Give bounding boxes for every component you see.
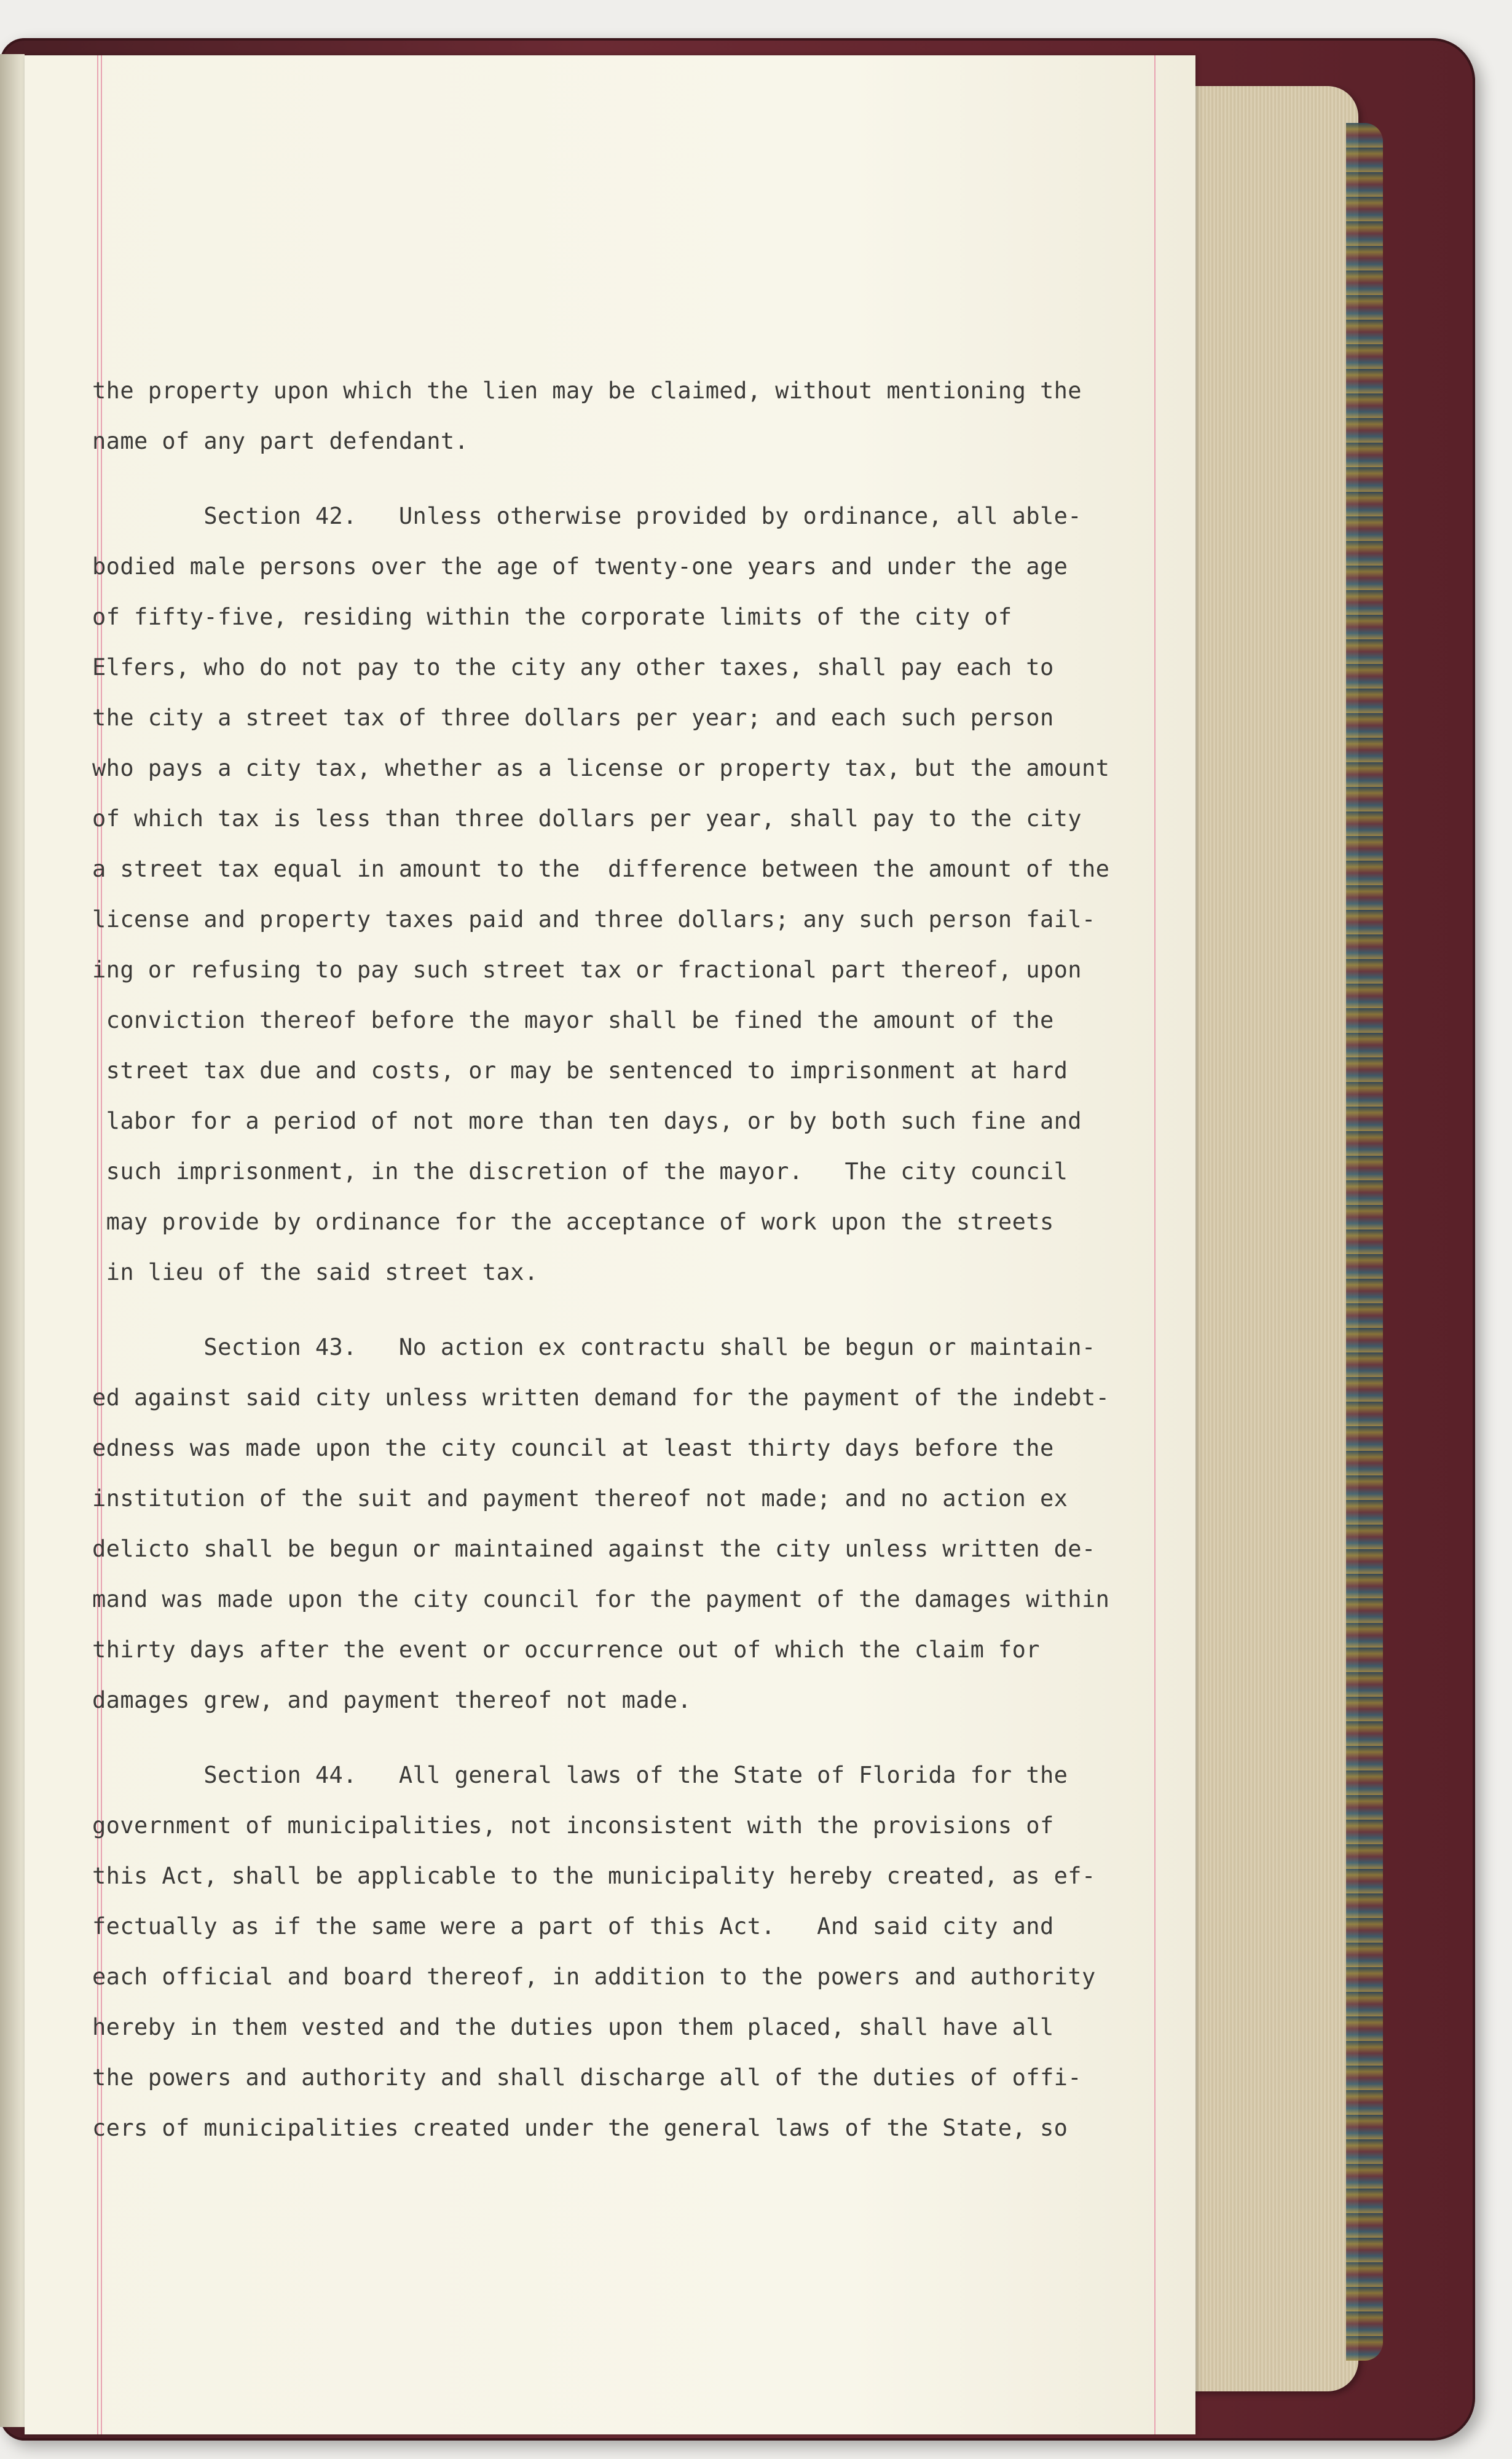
text-line: who pays a city tax, whether as a license or property tax, but the amount bbox=[92, 755, 1110, 781]
text-line: cers of municipalities created under the general laws of the State, so bbox=[92, 2115, 1068, 2141]
text-line: this Act, shall be applicable to the municipality hereby created, as ef- bbox=[92, 1863, 1096, 1889]
paragraph-lien bbox=[92, 366, 1149, 467]
typed-text bbox=[92, 366, 1149, 2153]
text-line: bodied male persons over the age of twenty-one years and under the age bbox=[92, 553, 1068, 580]
text-line: government of municipalities, not inconsistent with the provisions of bbox=[92, 1812, 1054, 1839]
text-line: the city a street tax of three dollars per year; and each such person bbox=[92, 705, 1054, 731]
text-line: Section 42. Unless otherwise provided by ordinance, all able- bbox=[92, 503, 1082, 529]
text-line: Section 44. All general laws of the State of Florida for the bbox=[92, 1762, 1068, 1788]
text-line: a street tax equal in amount to the difference between the amount of the bbox=[92, 856, 1110, 882]
paragraph-section-44 bbox=[92, 1750, 1149, 2153]
text-line: in lieu of the said street tax. bbox=[92, 1259, 538, 1285]
text-line: hereby in them vested and the duties upon them placed, shall have all bbox=[92, 2014, 1054, 2040]
paragraph-section-42 bbox=[92, 491, 1149, 1298]
text-line: of fifty-five, residing within the corporate limits of the city of bbox=[92, 604, 1012, 630]
text-line: Section 43. No action ex contractu shall be begun or maintain- bbox=[92, 1334, 1096, 1360]
text-line: the powers and authority and shall discharge all of the duties of offi- bbox=[92, 2064, 1082, 2091]
text-line: ing or refusing to pay such street tax or fractional part thereof, upon bbox=[92, 957, 1082, 983]
paragraph-section-43 bbox=[92, 1322, 1149, 1726]
text-line: labor for a period of not more than ten days, or by both such fine and bbox=[92, 1108, 1082, 1134]
text-line: each official and board thereof, in addition to the powers and authority bbox=[92, 1964, 1096, 1990]
text-line: of which tax is less than three dollars per year, shall pay to the city bbox=[92, 805, 1082, 832]
text-line: edness was made upon the city council at least thirty days before the bbox=[92, 1435, 1054, 1461]
marbled-edge bbox=[1346, 123, 1383, 2361]
text-line: thirty days after the event or occurrence out of which the claim for bbox=[92, 1636, 1040, 1663]
text-line: license and property taxes paid and three dollars; any such person fail- bbox=[92, 906, 1096, 933]
right-margin-line bbox=[1154, 55, 1156, 2434]
text-line: conviction thereof before the mayor shall be fined the amount of the bbox=[92, 1007, 1054, 1033]
text-line: damages grew, and payment thereof not made. bbox=[92, 1687, 692, 1713]
text-line: Elfers, who do not pay to the city any other taxes, shall pay each to bbox=[92, 654, 1054, 681]
text-line: mand was made upon the city council for the payment of the damages within bbox=[92, 1586, 1110, 1612]
text-line: name of any part defendant. bbox=[92, 428, 469, 454]
text-line: delicto shall be begun or maintained against the city unless written de- bbox=[92, 1536, 1096, 1562]
text-line: such imprisonment, in the discretion of the mayor. The city council bbox=[92, 1158, 1068, 1185]
text-line: the property upon which the lien may be claimed, without mentioning the bbox=[92, 377, 1082, 404]
previous-page-sliver bbox=[0, 54, 25, 2427]
text-line: ed against said city unless written demand for the payment of the indebt- bbox=[92, 1384, 1110, 1411]
text-line: street tax due and costs, or may be sentenced to imprisonment at hard bbox=[92, 1057, 1068, 1084]
text-line: fectually as if the same were a part of this Act. And said city and bbox=[92, 1913, 1054, 1940]
text-line: institution of the suit and payment thereof not made; and no action ex bbox=[92, 1485, 1068, 1512]
text-line: may provide by ordinance for the acceptance of work upon the streets bbox=[92, 1209, 1054, 1235]
